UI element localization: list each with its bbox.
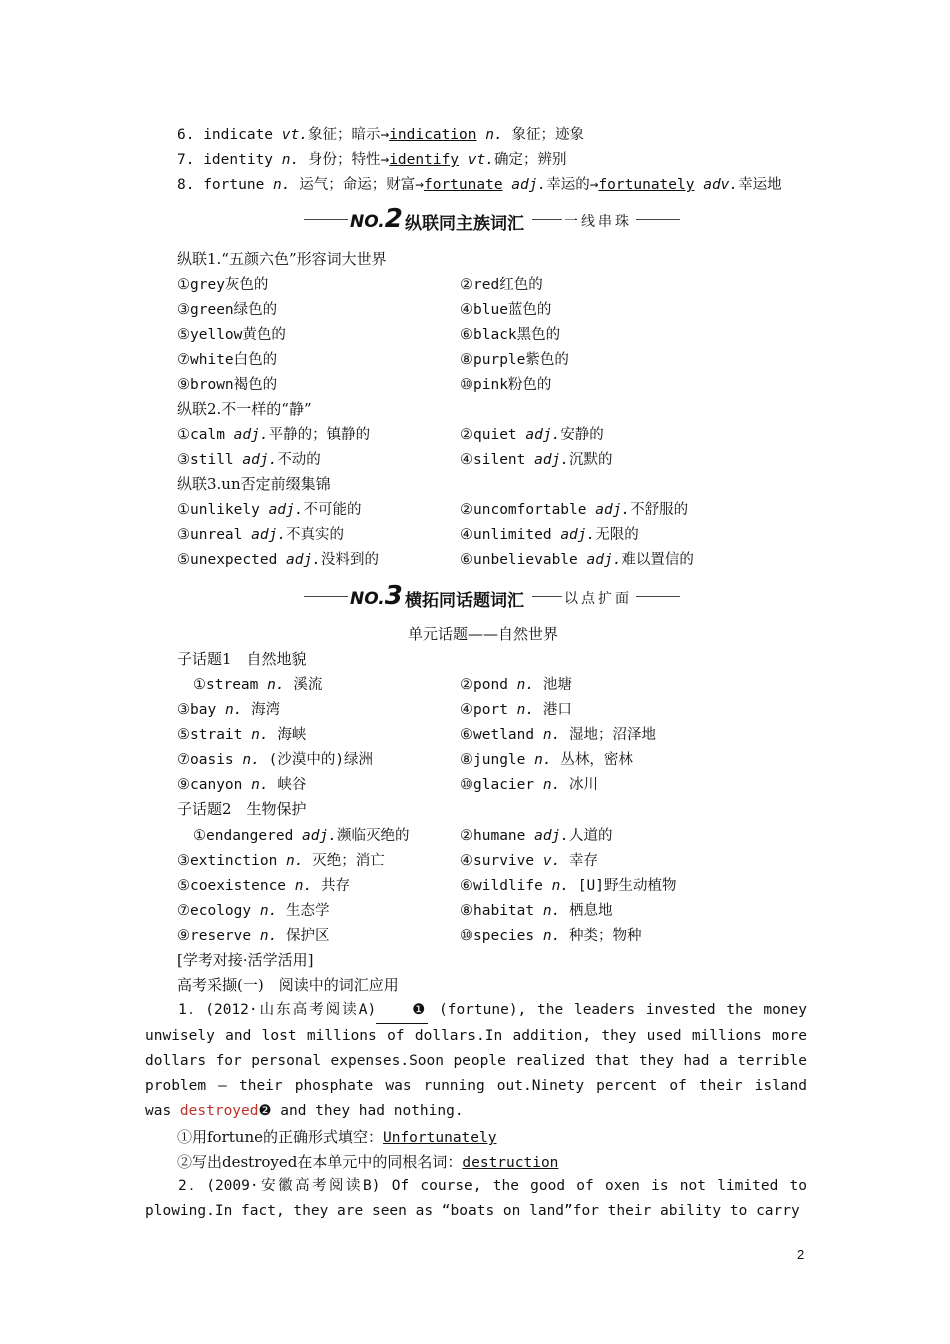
vocab-item-8: 8. fortune n. 运气；命运；财富→fortunate adj.幸运的→fortunately adv.幸运地 xyxy=(177,177,782,193)
list-item: ⑥wetland n. 湿地；沼泽地 xyxy=(460,727,657,743)
list-item: ①endangered adj.濒临灭绝的 xyxy=(193,828,410,844)
section-header-no2: NO.2 纵联同主族词汇 一线串珠 xyxy=(300,204,680,234)
answer-2: ②写出destroyed在本单元中的同根名词：destruction xyxy=(177,1153,559,1171)
list-item: ⑩glacier n. 冰川 xyxy=(460,777,599,793)
list-item: ⑨reserve n. 保护区 xyxy=(177,928,330,944)
list-item: ④blue蓝色的 xyxy=(460,302,552,318)
practice-subheading: 高考采撷(一) 阅读中的词汇应用 xyxy=(177,976,399,994)
list-item: ②quiet adj.安静的 xyxy=(460,427,604,443)
list-item: ⑧jungle n. 丛林，密林 xyxy=(460,752,633,768)
vocab-item-6: 6. indicate vt.象征；暗示→indication n. 象征；迹象 xyxy=(177,127,584,143)
list-item: ②pond n. 池塘 xyxy=(460,677,572,693)
list-item: ⑤strait n. 海峡 xyxy=(177,727,307,743)
list-item: ⑥unbelievable adj.难以置信的 xyxy=(460,552,694,568)
vocab-item-7: 7. identity n. 身份；特性→identify vt.确定；辨别 xyxy=(177,152,567,168)
subtopic1-title: 子话题1 自然地貌 xyxy=(177,650,307,668)
list-item: ⑤unexpected adj.没料到的 xyxy=(177,552,379,568)
list-item: ⑦ecology n. 生态学 xyxy=(177,903,330,919)
list-item: ①unlikely adj.不可能的 xyxy=(177,502,362,518)
list-item: ①stream n. 溪流 xyxy=(193,677,323,693)
section-header-no3: NO.3 横拓同话题词汇 以点扩面 xyxy=(300,581,680,611)
list-item: ⑨brown褐色的 xyxy=(177,377,278,393)
list-item: ③extinction n. 灭绝；消亡 xyxy=(177,853,385,869)
list-item: ④survive v. 幸存 xyxy=(460,853,599,869)
highlighted-word: destroyed xyxy=(179,1103,259,1119)
subtopic2-title: 子话题2 生物保护 xyxy=(177,800,307,818)
group1-title: 纵联1.“五颜六色”形容词大世界 xyxy=(177,250,387,268)
list-item: ②uncomfortable adj.不舒服的 xyxy=(460,502,689,518)
list-item: ③bay n. 海湾 xyxy=(177,702,281,718)
question-2: 2．(2009·安徽高考阅读B) Of course, the good of oxen is not limited to plowing.In fact, they are seen as “boats on land”for their ability to carry xyxy=(145,1178,807,1219)
list-item: ④port n. 港口 xyxy=(460,702,572,718)
unit-topic: 单元话题——自然世界 xyxy=(408,625,559,643)
list-item: ⑥wildlife n. [U]野生动植物 xyxy=(460,878,677,894)
list-item: ①calm adj.平静的；镇静的 xyxy=(177,427,371,443)
list-item: ⑧purple紫色的 xyxy=(460,352,569,368)
practice-heading: [学考对接·活学活用] xyxy=(177,951,314,969)
page-number: 2 xyxy=(797,1247,805,1262)
list-item: ②red红色的 xyxy=(460,277,543,293)
question-1: 1．(2012·山东高考阅读A) ❶ (fortune), the leaders invested the money unwisely and lost millions of dollars.In addition, they used millions more dollars for personal expenses.Soon people realized that they had a terrible problem — their phosphate was running out.Ninety percent of their island was destroyed❷ and they had nothing. xyxy=(145,998,807,1124)
list-item: ④silent adj.沉默的 xyxy=(460,452,613,468)
list-item: ⑤yellow黄色的 xyxy=(177,327,286,343)
list-item: ④unlimited adj.无限的 xyxy=(460,527,639,543)
group3-title: 纵联3.un否定前缀集锦 xyxy=(177,475,331,493)
group2-title: 纵联2.不一样的“静” xyxy=(177,400,312,418)
list-item: ⑦oasis n. (沙漠中的)绿洲 xyxy=(177,752,374,768)
list-item: ⑥black黑色的 xyxy=(460,327,561,343)
answer-blank-1[interactable]: ❶ xyxy=(376,998,428,1024)
list-item: ⑩pink粉色的 xyxy=(460,377,552,393)
list-item: ③still adj.不动的 xyxy=(177,452,321,468)
list-item: ⑩species n. 种类；物种 xyxy=(460,928,642,944)
list-item: ③green绿色的 xyxy=(177,302,278,318)
list-item: ⑦white白色的 xyxy=(177,352,278,368)
list-item: ⑧habitat n. 栖息地 xyxy=(460,903,613,919)
list-item: ⑤coexistence n. 共存 xyxy=(177,878,350,894)
answer-1: ①用fortune的正确形式填空：Unfortunately xyxy=(177,1128,497,1146)
list-item: ①grey灰色的 xyxy=(177,277,269,293)
list-item: ⑨canyon n. 峡谷 xyxy=(177,777,307,793)
list-item: ③unreal adj.不真实的 xyxy=(177,527,345,543)
list-item: ②humane adj.人道的 xyxy=(460,828,613,844)
